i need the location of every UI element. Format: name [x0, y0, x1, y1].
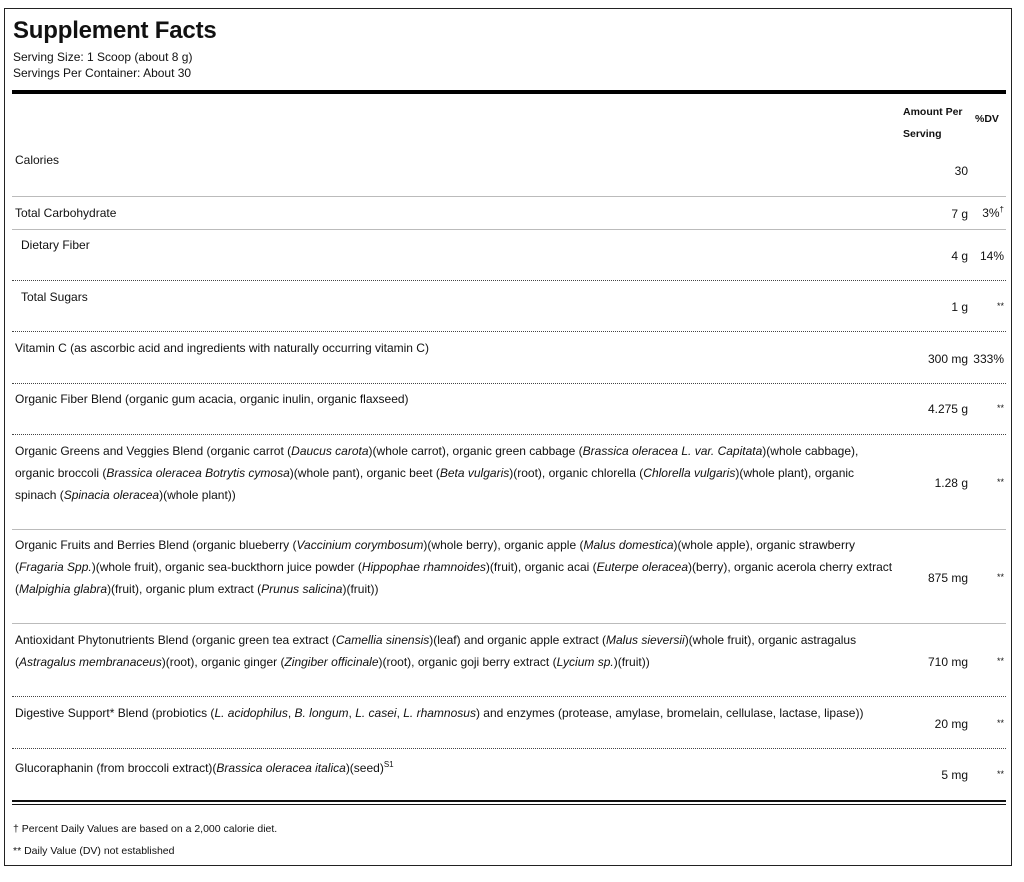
nutrient-dv-total-carbohydrate: 3%†	[982, 205, 1004, 220]
ingredient-amount-glucoraphanin: 5 mg	[941, 768, 968, 782]
row-divider	[12, 331, 1006, 332]
bottom-divider	[12, 800, 1006, 802]
ingredient-dv-antioxidant-blend: **	[996, 656, 1004, 666]
nutrient-name-total-carbohydrate: Total Carbohydrate	[15, 206, 117, 220]
nutrient-amount-total-sugars: 1 g	[951, 300, 968, 314]
servings-per-container: Servings Per Container: About 30	[13, 66, 192, 80]
source-footnote-mark: S1	[383, 760, 394, 769]
row-divider	[12, 383, 1006, 384]
ingredient-name-fiber-blend: Organic Fiber Blend (organic gum acacia, organic inulin, organic flaxseed)	[15, 392, 409, 406]
ingredient-name-fruits-blend: Organic Fruits and Berries Blend (organic blueberry (Vaccinium corymbosum)(whole berry), organic apple (Malus domestica)(whole apple), organic strawberry (Fragaria Spp.)(whole fruit), organic sea-buckthorn juice powder (Hippophae rhamnoides)(fruit), organic acai (Euterpe oleracea)(berry), organic acerola cherry extract (Malpighia glabra)(fruit), organic plum extract (Prunus salicina)(fruit))	[15, 538, 893, 596]
row-divider	[12, 623, 1006, 624]
ingredient-dv-fiber-blend: **	[996, 403, 1004, 413]
row-divider	[12, 529, 1006, 530]
row-divider	[12, 696, 1006, 697]
footnote-dv-not-established: ** Daily Value (DV) not established	[13, 845, 175, 857]
row-divider	[12, 229, 1006, 230]
bottom-divider-thin	[12, 804, 1006, 805]
daily-value-header: %DV	[975, 113, 999, 125]
row-divider	[12, 434, 1006, 435]
ingredient-name-greens-blend: Organic Greens and Veggies Blend (organic carrot (Daucus carota)(whole carrot), organic green cabbage (Brassica oleracea L. var. Capitata)(whole cabbage), organic broccoli (Brassica oleracea Botrytis cymosa)(whole pant), organic beet (Beta vulgaris)(root), organic chlorella (Chlorella vulgaris)(whole plant), organic spinach (Spinacia oleracea)(whole plant))	[15, 444, 859, 502]
nutrient-amount-vitamin-c: 300 mg	[927, 352, 968, 366]
nutrient-name-calories: Calories	[15, 153, 60, 167]
serving-size: Serving Size: 1 Scoop (about 8 g)	[13, 50, 193, 64]
ingredient-amount-greens-blend: 1.28 g	[934, 476, 968, 490]
footnote-percent-dv: † Percent Daily Values are based on a 2,000 calorie diet.	[13, 823, 278, 835]
ingredient-name-digestive-blend: Digestive Support* Blend (probiotics (L. acidophilus, B. longum, L. casei, L. rhamnosus) and enzymes (protease, amylase, bromelain, cellulase, lactase, lipase))	[15, 706, 864, 720]
amount-per-serving-header: Amount Per Serving	[903, 106, 963, 140]
ingredient-name-antioxidant-blend: Antioxidant Phytonutrients Blend (organic green tea extract (Camellia sinensis)(leaf) and organic apple extract (Malus sieversii)(whole fruit), organic astragalus (Astragalus membranaceus)(root), organic ginger (Zingiber officinale)(root), organic goji berry extract (Lycium sp.)(fruit))	[15, 633, 857, 669]
row-divider	[12, 748, 1006, 749]
ingredient-dv-digestive-blend: **	[996, 718, 1004, 728]
panel-title: Supplement Facts	[13, 17, 217, 44]
ingredient-amount-antioxidant-blend: 710 mg	[927, 655, 968, 669]
ingredient-dv-glucoraphanin: **	[996, 769, 1004, 779]
nutrient-dv-total-sugars: **	[996, 301, 1004, 311]
ingredient-name-glucoraphanin: Glucoraphanin (from broccoli extract)(Brassica oleracea italica)(seed)$^{S1}$	[15, 760, 394, 775]
ingredient-amount-fiber-blend: 4.275 g	[927, 402, 968, 416]
nutrient-dv-vitamin-c: 333%	[973, 352, 1004, 366]
heavy-divider	[12, 90, 1006, 94]
dagger-mark: †	[999, 205, 1004, 214]
supplement-facts-panel	[4, 8, 1012, 866]
nutrient-amount-calories: 30	[954, 164, 968, 178]
ingredient-dv-greens-blend: **	[996, 477, 1004, 487]
nutrient-dv-dietary-fiber: 14%	[979, 249, 1004, 263]
ingredient-dv-fruits-blend: **	[996, 572, 1004, 582]
nutrient-name-total-sugars: Total Sugars	[21, 290, 88, 304]
nutrient-amount-total-carbohydrate: 7 g	[951, 207, 968, 221]
ingredient-amount-fruits-blend: 875 mg	[927, 571, 968, 585]
row-divider	[12, 196, 1006, 197]
row-divider	[12, 280, 1006, 281]
nutrient-name-vitamin-c: Vitamin C (as ascorbic acid and ingredients with naturally occurring vitamin C)	[15, 341, 429, 355]
ingredient-amount-digestive-blend: 20 mg	[934, 717, 968, 731]
nutrient-name-dietary-fiber: Dietary Fiber	[21, 238, 90, 252]
nutrient-amount-dietary-fiber: 4 g	[951, 249, 968, 263]
